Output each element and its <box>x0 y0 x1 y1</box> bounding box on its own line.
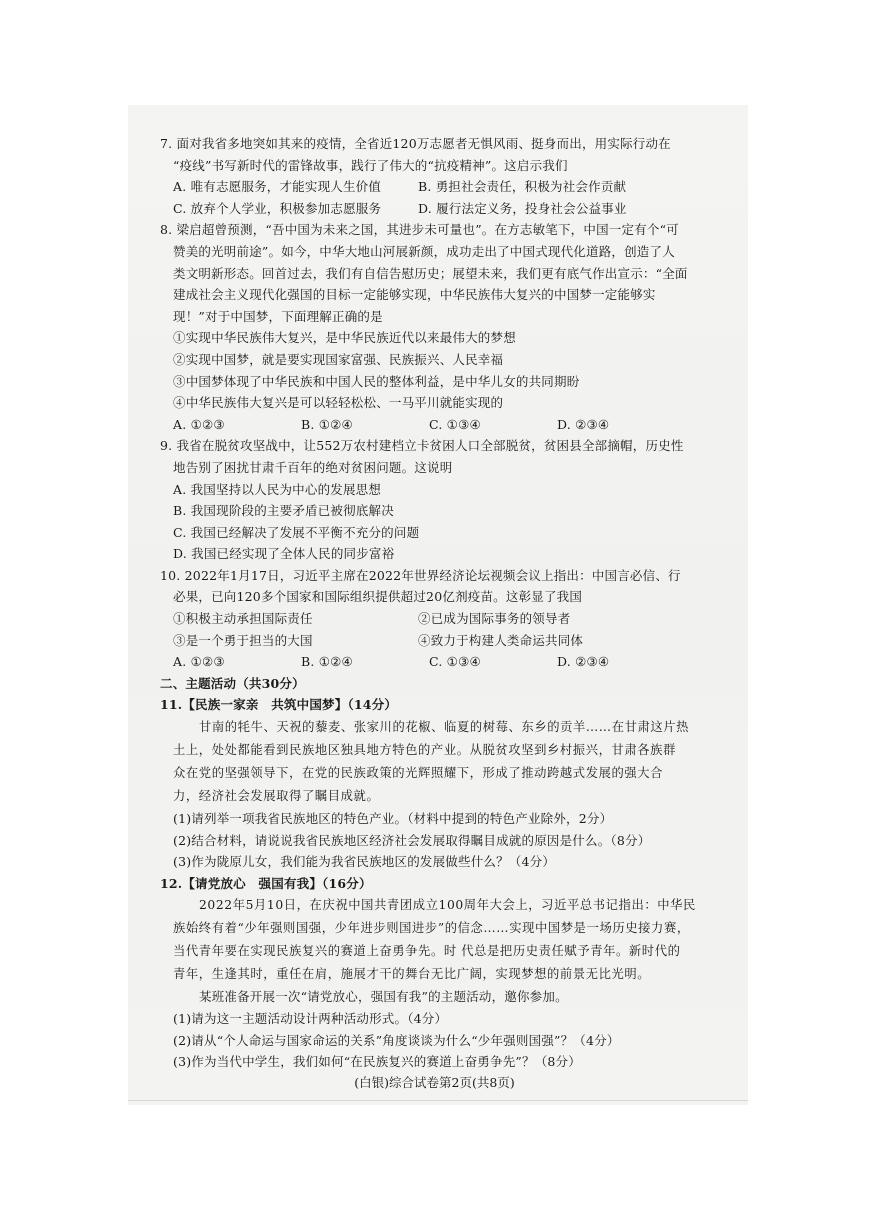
option-c: C. 放弃个人学业，积极参加志愿服务 <box>173 200 382 216</box>
option-c: C. ①③④ <box>429 654 481 670</box>
sub-question: (2)请从“个人命运与国家命运的关系”角度谈谈为什么“少年强则国强”？（4分） <box>173 1032 620 1048</box>
material-line: 甘南的牦牛、天祝的藜麦、张家川的花椒、临夏的树莓、东乡的贡羊……在甘肃这片热 <box>199 720 690 735</box>
option-c: C. 我国已经解决了发展不平衡不充分的问题 <box>173 524 420 540</box>
question-8-stem-line: 赞美的光明前途”。如今，中华大地山河展新颜，成功走出了中国式现代化道路，创造了人 <box>173 243 675 259</box>
question-8-stem-line: 类文明新形态。回首过去，我们有自信告慰历史；展望未来，我们更有底气作出宣示：“全面 <box>173 265 688 281</box>
option-b: B. ①②④ <box>301 416 353 432</box>
page-footer: (白银)综合试卷第2页(共8页) <box>354 1075 515 1090</box>
question-10-items-row <box>160 630 705 652</box>
section-title: 二、主题活动（共30分） <box>160 675 305 691</box>
option-a: A. 我国坚持以人民为中心的发展思想 <box>173 481 382 497</box>
question-10 <box>160 565 705 673</box>
option-a: A. ①②③ <box>173 654 225 670</box>
question-10-items-row <box>160 608 705 630</box>
question-10-item: ②已成为国际事务的领导者 <box>418 611 571 627</box>
question-10-item: ①积极主动承担国际责任 <box>173 611 313 627</box>
question-7-options-row <box>160 176 705 198</box>
exam-content <box>160 133 705 1073</box>
option-d: D. 履行法定义务，投身社会公益事业 <box>418 200 627 216</box>
question-8-stem-line: 8. 梁启超曾预测，“吾中国为未来之国，其进步未可量也”。在方志敏笔下，中国一定有个“可 <box>160 222 679 238</box>
sub-question: (1)请为这一主题活动设计两种活动形式。（4分） <box>173 1011 448 1026</box>
option-b: B. 我国现阶段的主要矛盾已被彻底解决 <box>173 503 394 519</box>
option-b: B. ①②④ <box>301 654 353 670</box>
question-11 <box>160 694 705 872</box>
option-d: D. ②③④ <box>557 654 610 670</box>
question-11-material <box>160 716 705 808</box>
footer-divider <box>128 1100 748 1101</box>
question-8-options-row <box>160 414 705 436</box>
task-statement: 某班准备开展一次“请党放心，强国有我”的主题活动，邀你参加。 <box>199 989 568 1005</box>
sub-question: (3)作为当代中学生，我们如何“在民族复兴的赛道上奋勇争先”？（8分） <box>173 1054 581 1070</box>
question-8-stem-line: 建成社会主义现代化强国的目标一定能够实现，中华民族伟大复兴的中国梦一定能够实 <box>173 287 656 303</box>
option-a: A. 唯有志愿服务，才能实现人生价值 <box>173 179 382 195</box>
material-line: 力，经济社会发展取得了瞩目成就。 <box>173 789 380 804</box>
question-10-stem-line: 必果，已向120多个国家和国际组织提供超过20亿剂疫苗。这彰显了我国 <box>173 589 583 605</box>
option-d: D. 我国已经实现了全体人民的同步富裕 <box>173 546 395 562</box>
question-9 <box>160 435 705 565</box>
question-8-item: ④中华民族伟大复兴是可以轻轻松松、一马平川就能实现的 <box>173 395 504 411</box>
option-c: C. ①③④ <box>429 416 481 432</box>
sub-question: (1)请列举一项我省民族地区的特色产业。（材料中提到的特色产业除外，2分） <box>173 811 613 827</box>
material-line: 土上，处处都能看到民族地区独具地方特色的产业。从脱贫攻坚到乡村振兴，甘肃各族群 <box>173 743 676 758</box>
question-10-item: ④致力于构建人类命运共同体 <box>418 632 584 648</box>
question-8-item: ②实现中国梦，就是要实现国家富强、民族振兴、人民幸福 <box>173 351 504 367</box>
question-10-item: ③是一个勇于担当的大国 <box>173 632 313 648</box>
question-7-stem-line: 7. 面对我省多地突如其来的疫情，全省近120万志愿者无惧风雨、挺身而出，用实际行动在 <box>160 136 671 151</box>
question-12-material <box>160 894 705 986</box>
question-12 <box>160 873 705 1073</box>
question-7-stem-line: “疫线”书写新时代的雷锋故事，践行了伟大的“抗疫精神”。这启示我们 <box>173 157 568 173</box>
question-9-stem-line: 地告别了困扰甘肃千百年的绝对贫困问题。这说明 <box>173 459 453 475</box>
option-a: A. ①②③ <box>173 416 225 432</box>
question-7 <box>160 133 705 219</box>
question-7-options-row <box>160 198 705 220</box>
question-10-options-row <box>160 651 705 673</box>
question-8 <box>160 219 705 435</box>
sub-question: (2)结合材料，请说说我省民族地区经济社会发展取得瞩目成就的原因是什么。（8分） <box>173 832 651 848</box>
material-line: 当代青年要在实现民族复兴的赛道上奋勇争先。时 代总是把历史责任赋予青年。新时代的 <box>173 944 681 959</box>
option-d: D. ②③④ <box>557 416 610 432</box>
question-9-stem-line: 9. 我省在脱贫攻坚战中，让552万农村建档立卡贫困人口全部脱贫，贫困县全部摘帽，历史性 <box>160 438 684 454</box>
sub-question: (3)作为陇原儿女，我们能为我省民族地区的发展做些什么？（4分） <box>173 854 556 870</box>
material-line: 2022年5月10日，在庆祝中国共青团成立100周年大会上，习近平总书记指出：中华民 <box>199 898 696 913</box>
question-8-item: ①实现中华民族伟大复兴，是中华民族近代以来最伟大的梦想 <box>173 330 516 346</box>
material-line: 众在党的坚强领导下，在党的民族政策的光辉照耀下，形成了推动跨越式发展的强大合 <box>173 766 664 781</box>
question-10-stem-line: 10. 2022年1月17日，习近平主席在2022年世界经济论坛视频会议上指出：中国言必信、行 <box>160 567 681 583</box>
material-line: 族始终有着“少年强则国强，少年进步则国进步”的信念……实现中国梦是一场历史接力赛， <box>173 921 690 936</box>
question-8-stem-line: 现！”对于中国梦，下面理解正确的是 <box>173 308 383 324</box>
question-8-item: ③中国梦体现了中华民族和中国人民的整体利益，是中华儿女的共同期盼 <box>173 373 580 389</box>
option-b: B. 勇担社会责任，积极为社会作贡献 <box>418 179 627 195</box>
question-11-title: 11.【民族一家亲 共筑中国梦】（14分） <box>160 697 398 713</box>
material-line: 青年，生逢其时，重任在肩，施展才干的舞台无比广阔，实现梦想的前景无比光明。 <box>173 967 651 982</box>
question-12-title: 12.【请党放心 强国有我】（16分） <box>160 875 372 891</box>
